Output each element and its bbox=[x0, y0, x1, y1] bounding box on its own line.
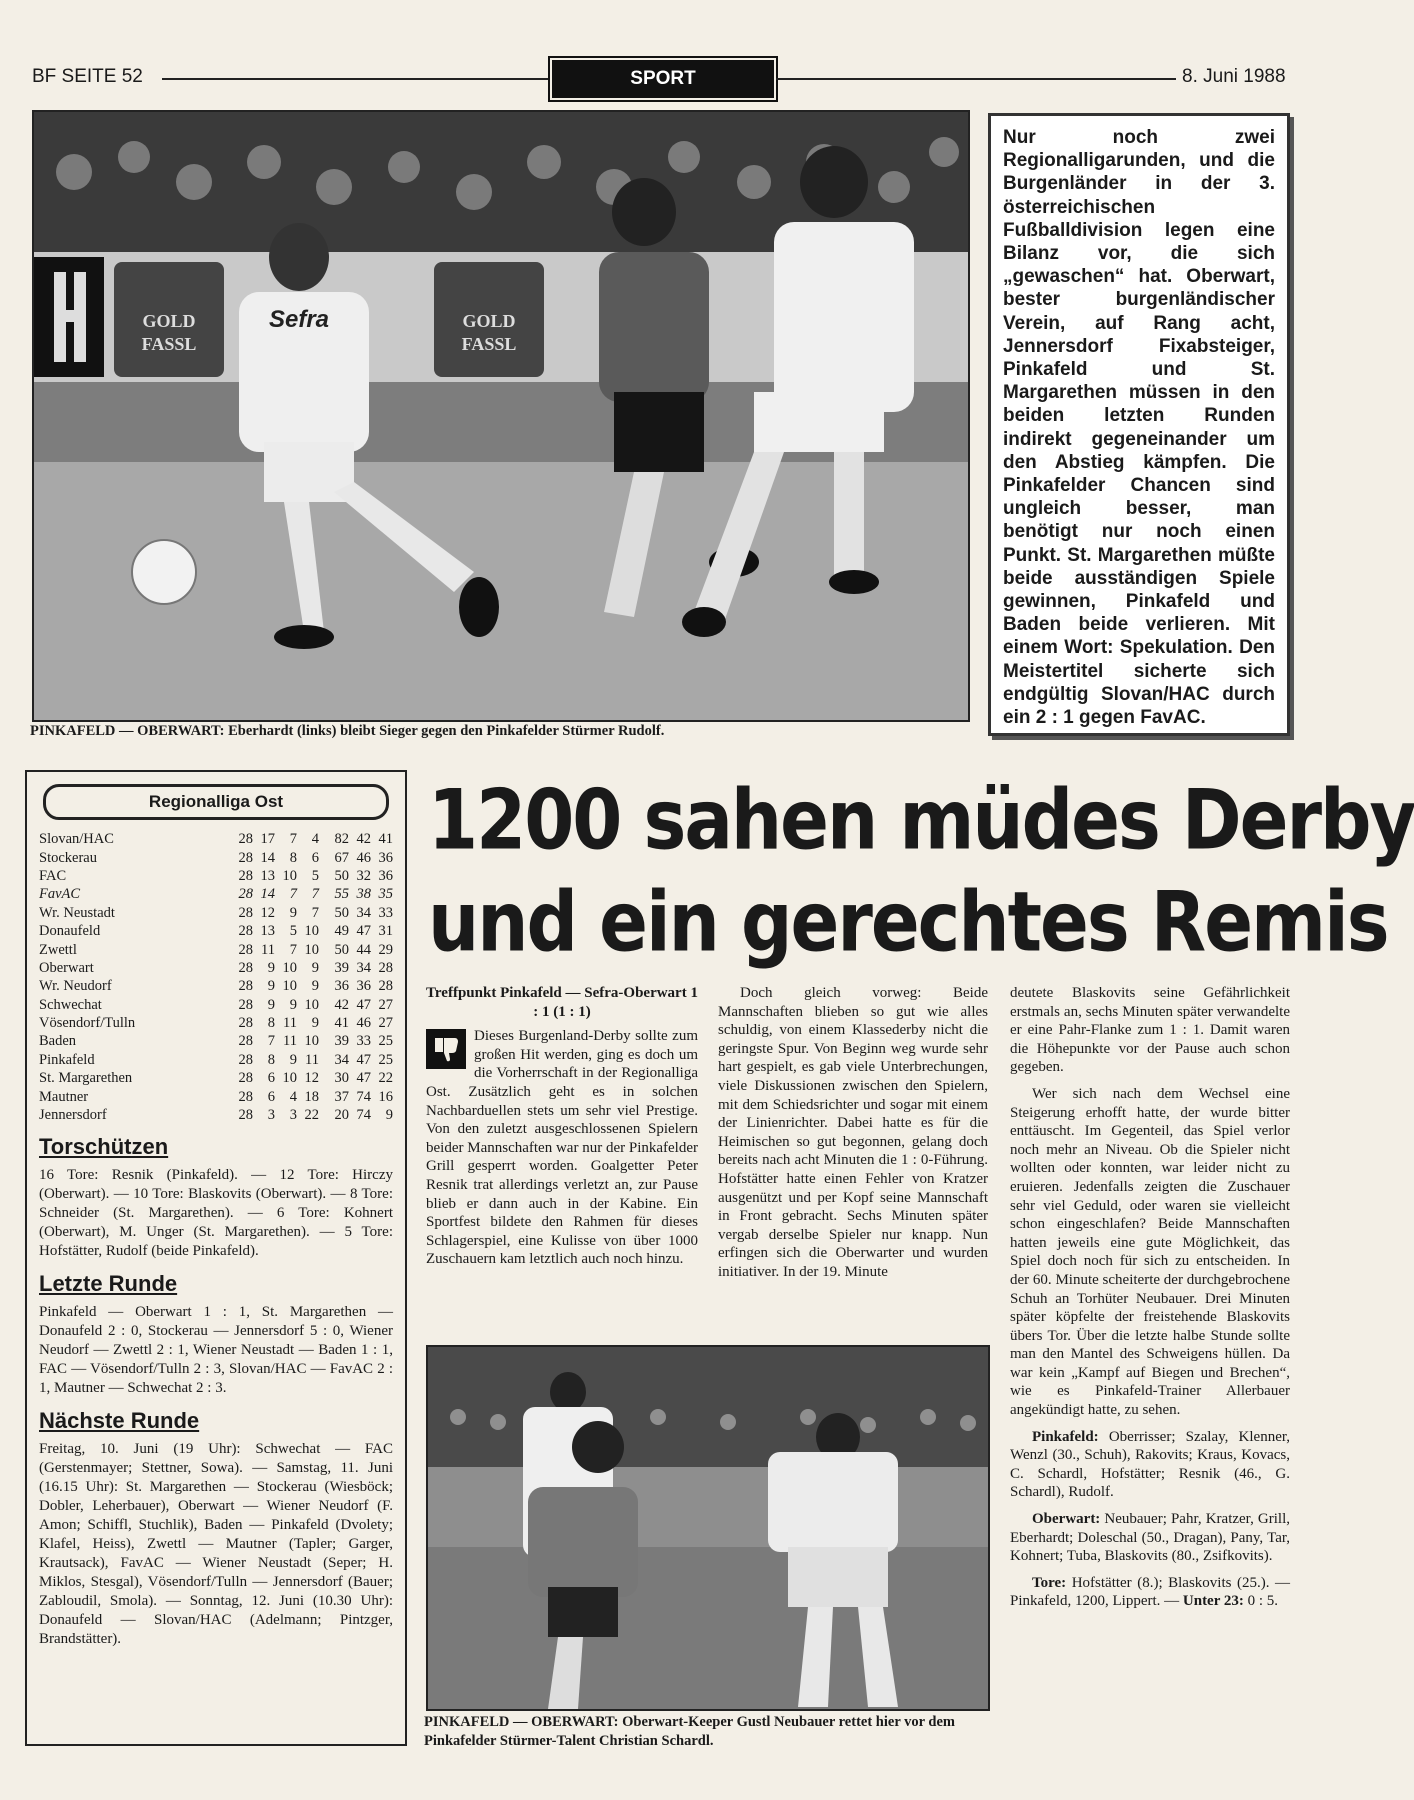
losses-cell: 10 bbox=[304, 1033, 319, 1050]
team-cell: Zwettl bbox=[39, 941, 77, 958]
wins-cell: 9 bbox=[267, 978, 275, 995]
wins-cell: 17 bbox=[260, 831, 275, 848]
points-cell: 35 bbox=[378, 886, 393, 903]
team-cell: St. Margarethen bbox=[39, 1070, 133, 1087]
points-cell: 27 bbox=[378, 996, 393, 1013]
points-cell: 29 bbox=[378, 941, 393, 958]
goals-against-cell: 46 bbox=[356, 849, 371, 866]
team-cell: Schwechat bbox=[39, 996, 102, 1013]
top-photo bbox=[32, 110, 970, 722]
next-round-heading: Nächste Runde bbox=[39, 1408, 200, 1434]
issue-date: 8. Juni 1988 bbox=[1182, 66, 1286, 87]
intro-box bbox=[988, 113, 1290, 736]
played-cell: 28 bbox=[238, 849, 253, 866]
team-cell: FavAC bbox=[39, 886, 81, 903]
played-cell: 28 bbox=[238, 1015, 253, 1032]
wins-cell: 13 bbox=[260, 867, 275, 884]
losses-cell: 12 bbox=[304, 1070, 319, 1087]
played-cell: 28 bbox=[238, 867, 253, 884]
last-round-text: Pinkafeld — Oberwart 1 : 1, St. Margarethen — Donaufeld 2 : 0, Stockerau — Jennersdorf 5 : 0, Wiener Neudorf — Zwettl 2 : 1, Wiener Neustadt — Baden 1 : 1, FAC — Vösendorf/Tulln 2 : 3, Slovan/HAC — FavAC 2 : 1, Mautner — Schwechat 2 : 3. bbox=[39, 1304, 393, 1397]
headline-line-2: und ein gerechtes Remis bbox=[428, 873, 1388, 971]
standings-row bbox=[39, 996, 393, 1014]
draws-cell: 9 bbox=[289, 996, 297, 1013]
standings-row bbox=[39, 940, 393, 958]
team-cell: Mautner bbox=[39, 1088, 89, 1105]
losses-cell: 9 bbox=[311, 959, 319, 976]
points-cell: 36 bbox=[378, 867, 393, 884]
points-cell: 27 bbox=[378, 1015, 393, 1032]
team-cell: Vösendorf/Tulln bbox=[39, 1015, 136, 1032]
goals-for-cell: 50 bbox=[334, 941, 349, 958]
draws-cell: 9 bbox=[289, 904, 297, 921]
goals-against-cell: 33 bbox=[356, 1033, 371, 1050]
losses-cell: 6 bbox=[311, 849, 319, 866]
played-cell: 28 bbox=[238, 959, 253, 976]
goals-for-cell: 37 bbox=[334, 1088, 349, 1105]
lineup-pinkafeld-text: Oberrisser; Szalay, Klenner, Wenzl (30., Schuh), Rakovits; Kraus, Kovacs, C. Schardl, Hofstätter; Resnik (46., G. Schardl), Rudolf. bbox=[1010, 1428, 1290, 1501]
wins-cell: 3 bbox=[267, 1107, 275, 1124]
points-cell: 33 bbox=[378, 904, 393, 921]
goals-for-cell: 50 bbox=[334, 904, 349, 921]
article-col1-text: Dieses Burgenland-Derby sollte zum großen Hit werden, ging es doch um die Vorherrschaft in der Regionalliga Ost. Zusätzlich geht es in solchen Nachbarduellen stets um sehr viel Prestige. Von den zuletzt ausgeschlossenen Spielern beider Mannschaften war nur der Pinkafelder Grill gesperrt worden. Goalgetter Peter Resnik trat allerdings verletzt an, zur Pause blieb er dann auch in der Kabine. Ein Sportfest bildete den Rahmen für dieses Schlagerspiel, eine Kulisse von über 1000 Zuschauern kam letztlich auch noch hinzu. bbox=[426, 1028, 698, 1268]
played-cell: 28 bbox=[238, 1088, 253, 1105]
wins-cell: 6 bbox=[267, 1070, 275, 1087]
article-column-2 bbox=[718, 984, 988, 1290]
wins-cell: 9 bbox=[267, 959, 275, 976]
headline-line-1: 1200 sahen müdes Derby bbox=[428, 771, 1414, 869]
standings-row bbox=[39, 977, 393, 995]
goals-for-cell: 20 bbox=[334, 1107, 349, 1124]
wins-cell: 7 bbox=[267, 1033, 275, 1050]
goals-against-cell: 32 bbox=[356, 867, 371, 884]
goals-for-cell: 82 bbox=[334, 831, 349, 848]
points-cell: 25 bbox=[378, 1033, 393, 1050]
sidebar-box bbox=[25, 770, 407, 1746]
points-cell: 28 bbox=[378, 959, 393, 976]
standings-row bbox=[39, 885, 393, 903]
losses-cell: 4 bbox=[311, 831, 319, 848]
u23-label: Unter 23: bbox=[1182, 1593, 1244, 1610]
team-cell: Slovan/HAC bbox=[39, 831, 114, 848]
team-cell: Stockerau bbox=[39, 849, 97, 866]
draws-cell: 7 bbox=[289, 886, 297, 903]
top-photo-caption: PINKAFELD — OBERWART: Eberhardt (links) bleibt Sieger gegen den Pinkafelder Stürmer Rudolf. bbox=[30, 723, 665, 739]
draws-cell: 5 bbox=[289, 923, 297, 940]
bottom-photo-caption: PINKAFELD — OBERWART: Oberwart-Keeper Gustl Neubauer rettet hier vor dem Pinkafelder Stürmer-Talent Christian Schardl. bbox=[424, 1714, 955, 1749]
draws-cell: 10 bbox=[282, 1070, 297, 1087]
goals-for-cell: 55 bbox=[334, 886, 349, 903]
svg-text:GOLD: GOLD bbox=[142, 311, 196, 331]
team-cell: FAC bbox=[39, 867, 67, 884]
svg-text:FASSL: FASSL bbox=[141, 334, 197, 354]
goals-against-cell: 47 bbox=[356, 923, 371, 940]
played-cell: 28 bbox=[238, 1070, 253, 1087]
u23-text: 0 : 5. bbox=[1247, 1593, 1279, 1610]
goals-for-cell: 42 bbox=[334, 996, 349, 1013]
played-cell: 28 bbox=[238, 886, 253, 903]
draws-cell: 3 bbox=[289, 1107, 297, 1124]
points-cell: 41 bbox=[378, 831, 393, 848]
wins-cell: 6 bbox=[267, 1088, 275, 1105]
goals-for-cell: 50 bbox=[334, 867, 349, 884]
wins-cell: 12 bbox=[260, 904, 275, 921]
losses-cell: 7 bbox=[311, 904, 319, 921]
goals-against-cell: 44 bbox=[356, 941, 371, 958]
played-cell: 28 bbox=[238, 923, 253, 940]
standings-row bbox=[39, 1069, 393, 1087]
standings-row bbox=[39, 1051, 393, 1069]
header-rule-right bbox=[776, 78, 1176, 80]
goals-against-cell: 34 bbox=[356, 904, 371, 921]
losses-cell: 7 bbox=[311, 886, 319, 903]
losses-cell: 9 bbox=[311, 1015, 319, 1032]
draws-cell: 9 bbox=[289, 1051, 297, 1068]
article-subhead: Treffpunkt Pinkafeld — Sefra-Oberwart 1 : 1 (1 : 1) bbox=[426, 985, 698, 1020]
goals-for-cell: 41 bbox=[334, 1015, 349, 1032]
lineup-pinkafeld-label: Pinkafeld: bbox=[1032, 1428, 1099, 1445]
draws-cell: 4 bbox=[289, 1088, 297, 1105]
goals-against-cell: 47 bbox=[356, 996, 371, 1013]
standings-row bbox=[39, 848, 393, 866]
wins-cell: 8 bbox=[267, 1015, 275, 1032]
goals-against-cell: 74 bbox=[356, 1088, 371, 1105]
standings-row bbox=[39, 1087, 393, 1105]
goals-against-cell: 47 bbox=[356, 1051, 371, 1068]
played-cell: 28 bbox=[238, 904, 253, 921]
standings-row bbox=[39, 1106, 393, 1124]
team-cell: Donaufeld bbox=[39, 923, 101, 940]
draws-cell: 10 bbox=[282, 978, 297, 995]
thumbs-down-icon bbox=[426, 1029, 466, 1069]
goals-info bbox=[1010, 1574, 1290, 1611]
draws-cell: 11 bbox=[283, 1033, 297, 1050]
played-cell: 28 bbox=[238, 978, 253, 995]
article-column-3 bbox=[1010, 984, 1290, 1619]
played-cell: 28 bbox=[238, 831, 253, 848]
points-cell: 16 bbox=[378, 1088, 393, 1105]
goals-for-cell: 36 bbox=[334, 978, 349, 995]
wins-cell: 11 bbox=[261, 941, 275, 958]
played-cell: 28 bbox=[238, 1051, 253, 1068]
standings-table bbox=[39, 830, 393, 1124]
goals-against-cell: 47 bbox=[356, 1070, 371, 1087]
losses-cell: 11 bbox=[305, 1051, 319, 1068]
draws-cell: 10 bbox=[282, 867, 297, 884]
losses-cell: 10 bbox=[304, 996, 319, 1013]
team-cell: Jennersdorf bbox=[39, 1107, 107, 1124]
losses-cell: 10 bbox=[304, 923, 319, 940]
goals-against-cell: 46 bbox=[356, 1015, 371, 1032]
bottom-photo bbox=[426, 1345, 990, 1711]
standings-row bbox=[39, 904, 393, 922]
article-col3-p2: Wer sich nach dem Wechsel eine Steigerung erhofft hatte, der wurde bitter enttäuscht. Im Gegenteil, das Spiel verlor noch mehr an Niveau. Ob die Spieler nicht wollten oder konnten, war leider nicht zu eruieren. Jedenfalls zeigten die Zuschauer sehr viel Geduld, oder waren sie vielleicht schon eingeschlafen? Beide Mannschaften hatten jeweils eine gute Möglichkeit, das Spiel doch noch für sich zu entscheiden. In der 60. Minute scheiterte der durchgebrochene Schuh an Torhüter Neubauer. Drei Minuten später köpfelte der freistehende Blaskovits übers Tor. Über die letzte halbe Stunde sollte man den Mantel des Schweigens hüllen. Da war kein „Kampf auf Biegen und Brechen“, wie es Pinkafeld-Trainer Allerbauer angekündigt hatte, zu sehen. bbox=[1010, 1085, 1290, 1419]
article-col2-text: Doch gleich vorweg: Beide Mannschaften blieben so gut wie alles schuldig, von einem Klassederby nicht die geringste Spur. Von Beginn weg wurde sehr hart gespielt, es gab viele Unterbrechungen, viele Diskussionen zwischen den Spielern, mit dem Schiedsrichter und sogar mit einem der Linienrichter. Dabei hatte es für die Heimischen so gut begonnen, gelang doch bereits nach acht Minuten die 1 : 0-Führung. Hofstätter hatte einen Fehler von Kratzer ausgenützt und per Kopf seine Mannschaft in Front gebracht. Sechs Minuten später vergab derselbe Spieler nur knapp. Nun erfingen sich die Oberwarter und wurden initiativer. In der 19. Minute bbox=[718, 985, 988, 1280]
wins-cell: 13 bbox=[260, 923, 275, 940]
draws-cell: 11 bbox=[283, 1015, 297, 1032]
wins-cell: 9 bbox=[267, 996, 275, 1013]
points-cell: 25 bbox=[378, 1051, 393, 1068]
next-round-text: Freitag, 10. Juni (19 Uhr): Schwechat — FAC (Gerstenmayer; Stettner, Sowa). — Samstag, 11. Juni (16.15 Uhr): St. Margarethen — Stockerau (Wiesböck; Dobler, Leherbauer), Oberwart — Wiener Neudorf (F. Amon; Schiffl, Stuchlik), Baden — Pinkafeld (Dvolety; Klafel, Heiss), Zwettl — Mautner (Tapler; Garger, Krautsack), FavAC — Wiener Neustadt (Seper; H. Miklos, Stesgal), Vösendorf/Tulln — Jennersdorf (Bauer; Zabloudil, Smola). — Sonntag, 12. Juni (10.30 Uhr): Donaufeld — Slovan/HAC (Adelmann; Pintzger, Brandstätter). bbox=[39, 1441, 393, 1648]
draws-cell: 8 bbox=[289, 849, 297, 866]
goals-against-cell: 36 bbox=[356, 978, 371, 995]
wins-cell: 14 bbox=[260, 886, 275, 903]
draws-cell: 7 bbox=[289, 831, 297, 848]
points-cell: 28 bbox=[378, 978, 393, 995]
goals-for-cell: 49 bbox=[334, 923, 349, 940]
losses-cell: 5 bbox=[311, 867, 319, 884]
goals-text: Hofstätter (8.); Blaskovits (25.). — Pinkafeld, 1200, Lippert. — bbox=[1010, 1574, 1291, 1610]
lineup-oberwart-label: Oberwart: bbox=[1032, 1511, 1101, 1528]
article-column-1 bbox=[426, 984, 698, 1277]
standings-row bbox=[39, 830, 393, 848]
losses-cell: 22 bbox=[304, 1107, 319, 1124]
played-cell: 28 bbox=[238, 1107, 253, 1124]
team-cell: Wr. Neudorf bbox=[39, 978, 112, 995]
last-round-heading: Letzte Runde bbox=[39, 1271, 178, 1297]
standings-row bbox=[39, 922, 393, 940]
intro-text: Nur noch zwei Regionalligarunden, und die Burgenländer in der 3. österreichischen Fußballdivision legen eine Bilanz vor, die sich „gewaschen“ hat. Oberwart, bester burgenländischer Verein, auf Rang acht, Jennersdorf Fixabsteiger, Pinkafeld und St. Margarethen müssen in den beiden letzten Runden indirekt gegeneinander um den Abstieg kämpfen. Die Pinkafelder Chancen sind ungleich besser, man benötigt nur noch einen Punkt. St. Margarethen müßte beide ausständigen Spiele gewinnen, Pinkafeld und Baden beide verlieren. Mit einem Wort: Spekulation. Den Meistertitel sicherte sich endgültig Slovan/HAC durch ein 2 : 1 gegen FavAC. bbox=[1003, 127, 1275, 729]
losses-cell: 10 bbox=[304, 941, 319, 958]
league-title: Regionalliga Ost bbox=[43, 784, 389, 820]
goals-label: Tore: bbox=[1032, 1574, 1067, 1591]
goals-against-cell: 42 bbox=[356, 831, 371, 848]
wins-cell: 14 bbox=[260, 849, 275, 866]
goals-for-cell: 39 bbox=[334, 959, 349, 976]
goals-for-cell: 30 bbox=[334, 1070, 349, 1087]
team-cell: Oberwart bbox=[39, 959, 94, 976]
lineup-oberwart-text: Neubauer; Pahr, Kratzer, Grill, Eberhardt; Doleschal (50., Dragan), Pany, Tar, Kohnert; Tuba, Blaskovits (80., Zsifkovits). bbox=[1010, 1511, 1290, 1565]
header-rule-left bbox=[162, 78, 548, 80]
svg-text:FASSL: FASSL bbox=[461, 334, 517, 354]
losses-cell: 9 bbox=[311, 978, 319, 995]
wins-cell: 8 bbox=[267, 1051, 275, 1068]
lineup-pinkafeld bbox=[1010, 1428, 1290, 1502]
standings-row bbox=[39, 1032, 393, 1050]
scorers-heading: Torschützen bbox=[39, 1134, 169, 1160]
draws-cell: 7 bbox=[289, 941, 297, 958]
losses-cell: 18 bbox=[304, 1088, 319, 1105]
draws-cell: 10 bbox=[282, 959, 297, 976]
played-cell: 28 bbox=[238, 1033, 253, 1050]
goals-for-cell: 67 bbox=[334, 849, 349, 866]
svg-text:GOLD: GOLD bbox=[462, 311, 516, 331]
goals-for-cell: 39 bbox=[334, 1033, 349, 1050]
lineup-oberwart bbox=[1010, 1510, 1290, 1566]
points-cell: 9 bbox=[385, 1107, 393, 1124]
goals-against-cell: 74 bbox=[356, 1107, 371, 1124]
team-cell: Baden bbox=[39, 1033, 77, 1050]
page-number: BF SEITE 52 bbox=[32, 66, 143, 87]
played-cell: 28 bbox=[238, 941, 253, 958]
standings-row bbox=[39, 867, 393, 885]
played-cell: 28 bbox=[238, 996, 253, 1013]
points-cell: 31 bbox=[378, 923, 393, 940]
goals-for-cell: 34 bbox=[334, 1051, 349, 1068]
team-cell: Wr. Neustadt bbox=[39, 904, 115, 921]
points-cell: 22 bbox=[378, 1070, 393, 1087]
goals-against-cell: 38 bbox=[356, 886, 371, 903]
standings-row bbox=[39, 1014, 393, 1032]
team-cell: Pinkafeld bbox=[39, 1051, 95, 1068]
points-cell: 36 bbox=[378, 849, 393, 866]
svg-text:Sefra: Sefra bbox=[268, 306, 330, 333]
article-col3-p1: deutete Blaskovits seine Gefährlichkeit erstmals an, sechs Minuten später verwandelte er eine Pahr-Flanke zum 1 : 1. Damit waren die Höhepunkte vor der Pause auch schon gegeben. bbox=[1010, 985, 1290, 1076]
goals-against-cell: 34 bbox=[356, 959, 371, 976]
standings-row bbox=[39, 959, 393, 977]
section-label: SPORT bbox=[552, 60, 774, 98]
scorers-text: 16 Tore: Resnik (Pinkafeld). — 12 Tore: Hirczy (Oberwart). — 10 Tore: Blaskovits (Oberwart). — 8 Tore: Schneider (St. Margarethen). — 6 Tore: Kohnert (Oberwart), M. Unger (St. Margarethen). — 5 Tore: Hofstätter, Rudolf (beide Pinkafeld). bbox=[39, 1167, 393, 1260]
